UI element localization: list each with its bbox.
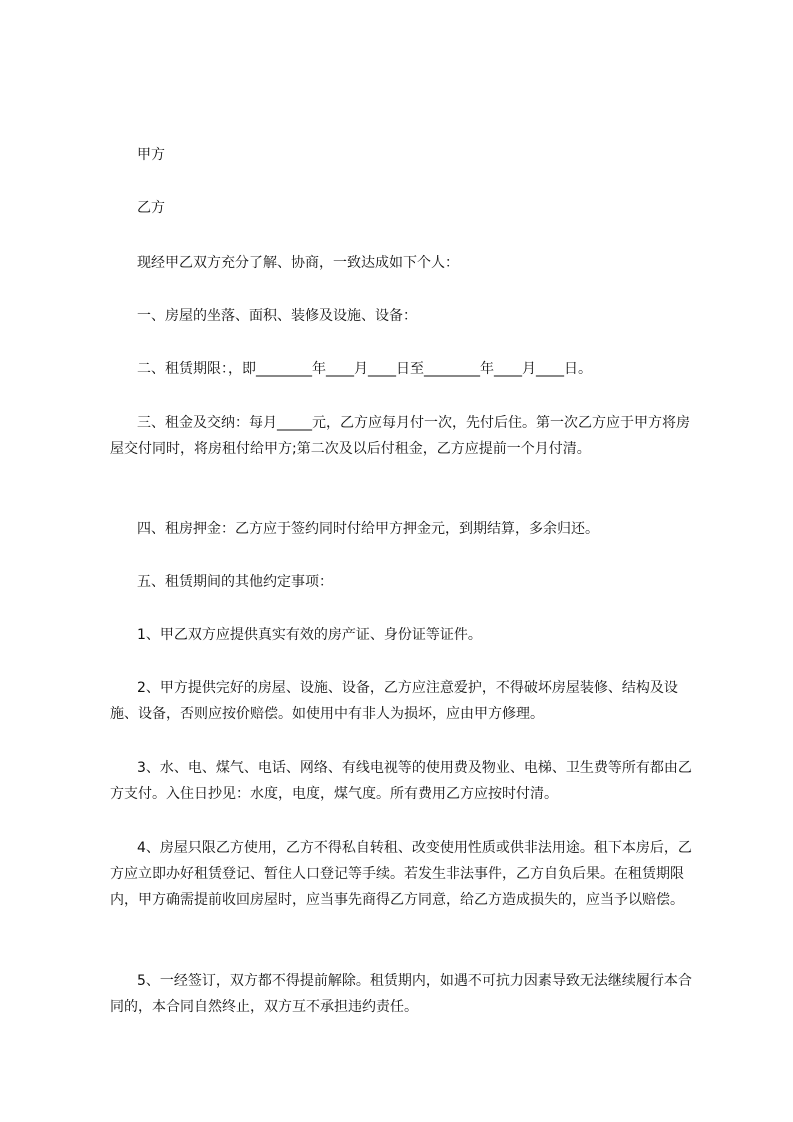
clause-3-rent-payment: 三、租金及交纳：每月_____元，乙方应每月付一次，先付后住。第一次乙方应于甲方将房屋交付同时，将房租付给甲方;第二次及以后付租金，乙方应提前一个月付清。 — [110, 415, 690, 457]
clause-2-lease-term: 二、租赁期限：，即________年____月____日至________年____月____日。 — [137, 361, 592, 377]
party-b-line: 乙方 — [137, 200, 165, 216]
term-item-2: 2、甲方提供完好的房屋、设施、设备，乙方应注意爱护，不得破坏房屋装修、结构及设施、设备，否则应按价赔偿。如使用中有非人为损坏，应由甲方修理。 — [110, 680, 678, 722]
term-item-1: 1、甲乙双方应提供真实有效的房产证、身份证等证件。 — [137, 627, 482, 643]
intro-paragraph: 现经甲乙双方充分了解、协商，一致达成如下个人： — [137, 255, 459, 271]
clause-4-deposit: 四、租房押金：乙方应于签约同时付给甲方押金元，到期结算，多余归还。 — [137, 521, 599, 537]
term-item-5: 5、一经签订，双方都不得提前解除。租赁期内，如遇不可抗力因素导致无法继续履行本合同的，本合同自然终止，双方互不承担违约责任。 — [110, 973, 692, 1015]
term-item-3: 3、水、电、煤气、电话、网络、有线电视等的使用费及物业、电梯、卫生费等所有都由乙方支付。入住日抄见：水度，电度，煤气度。所有费用乙方应按时付清。 — [110, 760, 692, 802]
clause-5-other-terms: 五、租赁期间的其他约定事项： — [137, 574, 333, 590]
term-item-4: 4、房屋只限乙方使用，乙方不得私自转租、改变使用性质或供非法用途。租下本房后，乙方应立即办好租赁登记、暂住人口登记等手续。若发生非法事件，乙方自负后果。在租赁期限内，甲方确需提前收回房屋时，应当事先商得乙方同意，给乙方造成损失的，应当予以赔偿。 — [110, 840, 692, 908]
clause-1-premises: 一、房屋的坐落、面积、装修及设施、设备： — [137, 308, 417, 324]
party-a-line: 甲方 — [137, 147, 165, 163]
